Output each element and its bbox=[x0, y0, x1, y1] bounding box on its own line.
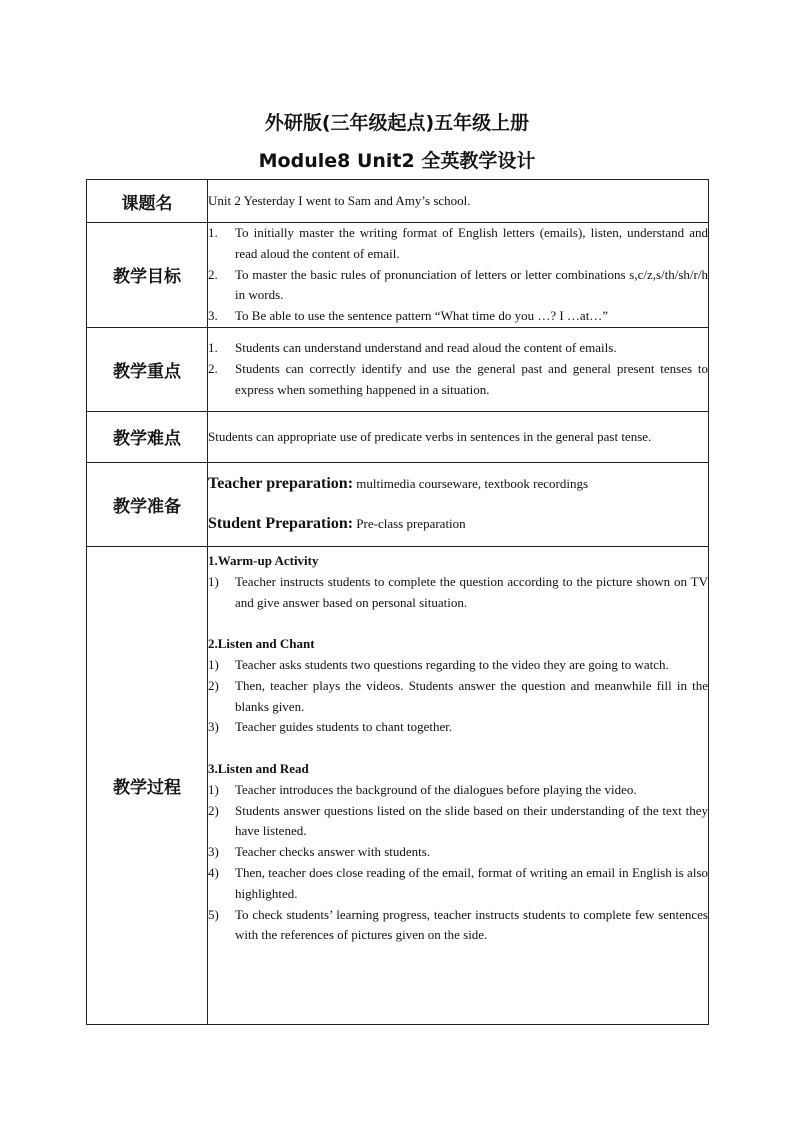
objectives-content bbox=[208, 223, 709, 328]
list-item: 2) Then, teacher plays the videos. Students answer the question and meanwhile fill in the blanks given. bbox=[208, 677, 708, 714]
label-process: 教学过程 bbox=[87, 546, 208, 1024]
label-preparation: 教学准备 bbox=[87, 462, 208, 546]
list-item: 2. To master the basic rules of pronunciation of letters or letter combinations s,c/z,s/th/sh/r/h in words. bbox=[208, 266, 708, 303]
list-item: 3. To Be able to use the sentence pattern “What time do you …? I …at…” bbox=[208, 308, 609, 324]
list-item: 3) Teacher guides students to chant together. bbox=[208, 719, 453, 735]
row-preparation bbox=[87, 462, 709, 546]
label-objectives: 教学目标 bbox=[87, 223, 208, 328]
row-process bbox=[87, 546, 709, 1024]
section-heading: 3.Listen and Read bbox=[208, 760, 309, 776]
row-difficulties bbox=[87, 411, 709, 462]
teacher-preparation: Teacher preparation: multimedia courseware, textbook recordings bbox=[208, 474, 589, 492]
label-topic: 课题名 bbox=[87, 180, 208, 223]
list-item: 1) Teacher asks students two questions regarding to the video they are going to watch. bbox=[208, 656, 669, 672]
preparation-content bbox=[208, 462, 709, 546]
lesson-plan-table bbox=[86, 179, 709, 1025]
list-item: 5) To check students’ learning progress, teacher instructs students to complete few sentences with the references of pictures given on the side. bbox=[208, 906, 708, 943]
student-preparation: Student Preparation: Pre-class preparation bbox=[208, 515, 466, 533]
row-topic bbox=[87, 180, 709, 223]
row-key-points bbox=[87, 327, 709, 411]
list-item: 2) Students answer questions listed on the slide based on their understanding of the text they have listened. bbox=[208, 802, 708, 839]
list-item: 1) Teacher introduces the background of the dialogues before playing the video. bbox=[208, 781, 637, 797]
list-item: 1. To initially master the writing format of English letters (emails), listen, understand and read aloud the content of email. bbox=[208, 225, 708, 261]
document-title: 外研版(三年级起点)五年级上册 bbox=[264, 112, 530, 134]
list-item: 3) Teacher checks answer with students. bbox=[208, 844, 431, 860]
list-item: 1) Teacher instructs students to complete the question according to the picture shown on TV and give answer based on personal situation. bbox=[208, 573, 708, 610]
row-objectives bbox=[87, 223, 709, 328]
list-item: 2. Students can correctly identify and use the general past and general present tenses to express when something happened in a situation. bbox=[208, 361, 708, 397]
key-points-content bbox=[208, 327, 709, 411]
topic-text: Unit 2 Yesterday I went to Sam and Amy’s school. bbox=[208, 180, 709, 223]
difficulties-text: Students can appropriate use of predicate verbs in sentences in the general past tense. bbox=[208, 411, 709, 462]
label-difficulties: 教学难点 bbox=[87, 411, 208, 462]
label-key-points: 教学重点 bbox=[87, 327, 208, 411]
process-content bbox=[208, 546, 709, 1024]
section-heading: 2.Listen and Chant bbox=[208, 636, 315, 652]
list-item: 4) Then, teacher does close reading of the email, format of writing an email in English is also highlighted. bbox=[208, 864, 708, 901]
list-item: 1. Students can understand understand and read aloud the content of emails. bbox=[208, 340, 617, 356]
document-subtitle: Module8 Unit2 全英教学设计 bbox=[258, 150, 536, 172]
section-heading: 1.Warm-up Activity bbox=[208, 552, 319, 568]
